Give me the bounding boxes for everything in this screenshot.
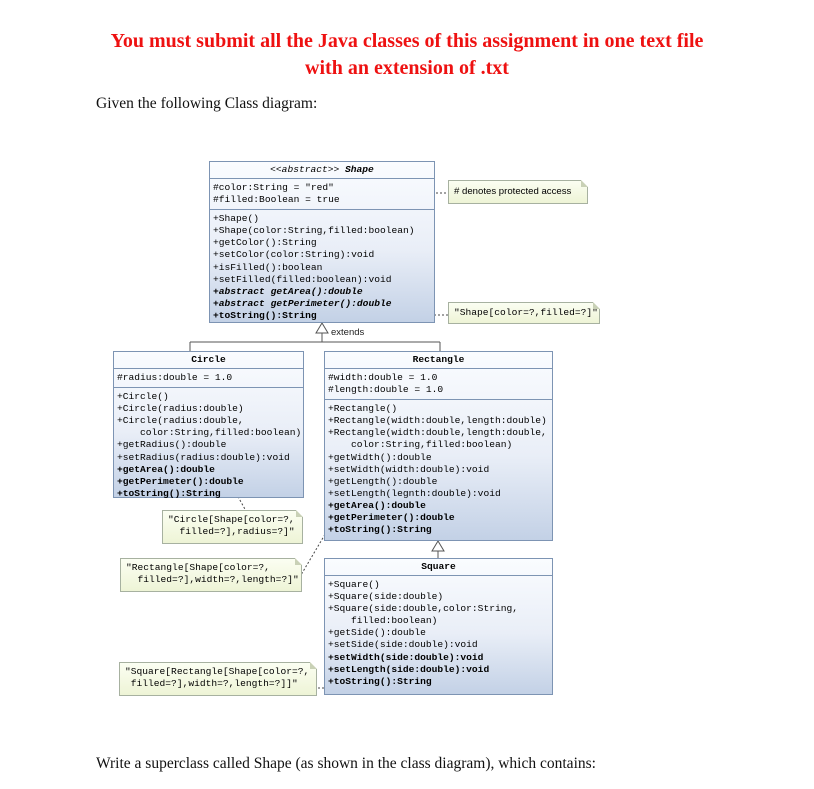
class-circle	[113, 351, 304, 498]
class-method: +Square(side:double)	[328, 591, 444, 603]
class-method: +toString():String	[117, 487, 221, 499]
class-circle-attributes	[114, 369, 303, 387]
class-method: +Shape()	[213, 213, 260, 225]
heading-line-1: You must submit all the Java classes of this assignment in one text file	[110, 30, 704, 52]
class-method: +Circle(radius:double,	[117, 415, 244, 427]
class-method: +Circle()	[117, 391, 169, 403]
class-method: +toString():String	[213, 309, 317, 321]
class-method: +getSide():double	[328, 627, 426, 639]
class-rectangle-name: Rectangle	[325, 352, 552, 369]
class-method: +getWidth():double	[328, 451, 432, 463]
class-method: +setLength(side:double):void	[328, 663, 490, 675]
class-method: +Rectangle()	[328, 403, 398, 415]
note-square-tostring: "Square[Rectangle[Shape[color=?, filled=?],width=?,length=?]]"	[119, 662, 317, 696]
class-shape-stereotype: <<abstract>>	[270, 164, 340, 175]
intro-text: Given the following Class diagram:	[96, 95, 318, 112]
class-rectangle-attributes	[325, 369, 552, 399]
class-method: +getArea():double	[328, 499, 426, 511]
class-square-name: Square	[325, 559, 552, 576]
class-method: +getPerimeter():double	[328, 512, 455, 524]
class-method: +setRadius(radius:double):void	[117, 451, 290, 463]
class-method: +setFilled(filled:boolean):void	[213, 273, 392, 285]
class-method: +Circle(radius:double)	[117, 403, 244, 415]
class-method: +Square()	[328, 579, 380, 590]
class-method: +Rectangle(width:double,length:double,	[328, 427, 547, 439]
class-attribute: #radius:double = 1.0	[117, 372, 233, 383]
class-shape-methods	[210, 209, 434, 325]
class-method: +getLength():double	[328, 475, 438, 487]
class-method: +Rectangle(width:double,length:double)	[328, 415, 547, 427]
class-attribute: #length:double = 1.0	[328, 384, 444, 396]
class-method: +Square(side:double,color:String,	[328, 603, 518, 615]
class-shape-attributes	[210, 179, 434, 209]
extends-arrowhead-rectangle	[432, 541, 444, 551]
class-rectangle-methods	[325, 399, 552, 539]
extends-label: extends	[331, 327, 365, 338]
class-shape	[209, 161, 435, 323]
class-method-abstract: +abstract getPerimeter():double	[213, 297, 392, 309]
heading-line-2: with an extension of .txt	[305, 57, 509, 79]
class-circle-name: Circle	[114, 352, 303, 369]
class-method: color:String,filled:boolean)	[328, 439, 513, 451]
note-protected-access: # denotes protected access	[448, 180, 588, 204]
class-method: +setColor(color:String):void	[213, 249, 375, 261]
class-method: +getColor():String	[213, 237, 317, 249]
class-method: color:String,filled:boolean)	[117, 427, 302, 439]
note-rectangle-tostring: "Rectangle[Shape[color=?, filled=?],width=?,length=?]"	[120, 558, 302, 592]
class-method: filled:boolean)	[328, 615, 438, 627]
class-shape-name: Shape	[345, 164, 374, 175]
note-shape-tostring: "Shape[color=?,filled=?]"	[448, 302, 600, 324]
class-attribute: #color:String = "red"	[213, 182, 334, 193]
class-method: +setWidth(side:double):void	[328, 651, 484, 663]
class-method: +isFilled():boolean	[213, 261, 323, 273]
class-attribute: #filled:Boolean = true	[213, 194, 340, 206]
class-method: +getArea():double	[117, 463, 215, 475]
class-method: +Shape(color:String,filled:boolean)	[213, 225, 415, 237]
class-method-abstract: +abstract getArea():double	[213, 285, 363, 297]
class-method: +setSide(side:double):void	[328, 639, 478, 651]
class-attribute: #width:double = 1.0	[328, 372, 438, 383]
class-rectangle	[324, 351, 553, 541]
class-shape-header	[210, 162, 434, 179]
footer-text: Write a superclass called Shape (as shown in the class diagram), which contains:	[96, 755, 596, 772]
note-circle-tostring: "Circle[Shape[color=?, filled=?],radius=?]"	[162, 510, 303, 544]
class-method: +toString():String	[328, 524, 432, 536]
class-method: +toString():String	[328, 675, 432, 687]
class-method: +getPerimeter():double	[117, 475, 244, 487]
class-method: +setWidth(width:double):void	[328, 463, 490, 475]
class-circle-methods	[114, 387, 303, 503]
class-square	[324, 558, 553, 695]
class-method: +getRadius():double	[117, 439, 227, 451]
class-method: +setLength(legnth:double):void	[328, 487, 501, 499]
class-square-methods	[325, 576, 552, 691]
